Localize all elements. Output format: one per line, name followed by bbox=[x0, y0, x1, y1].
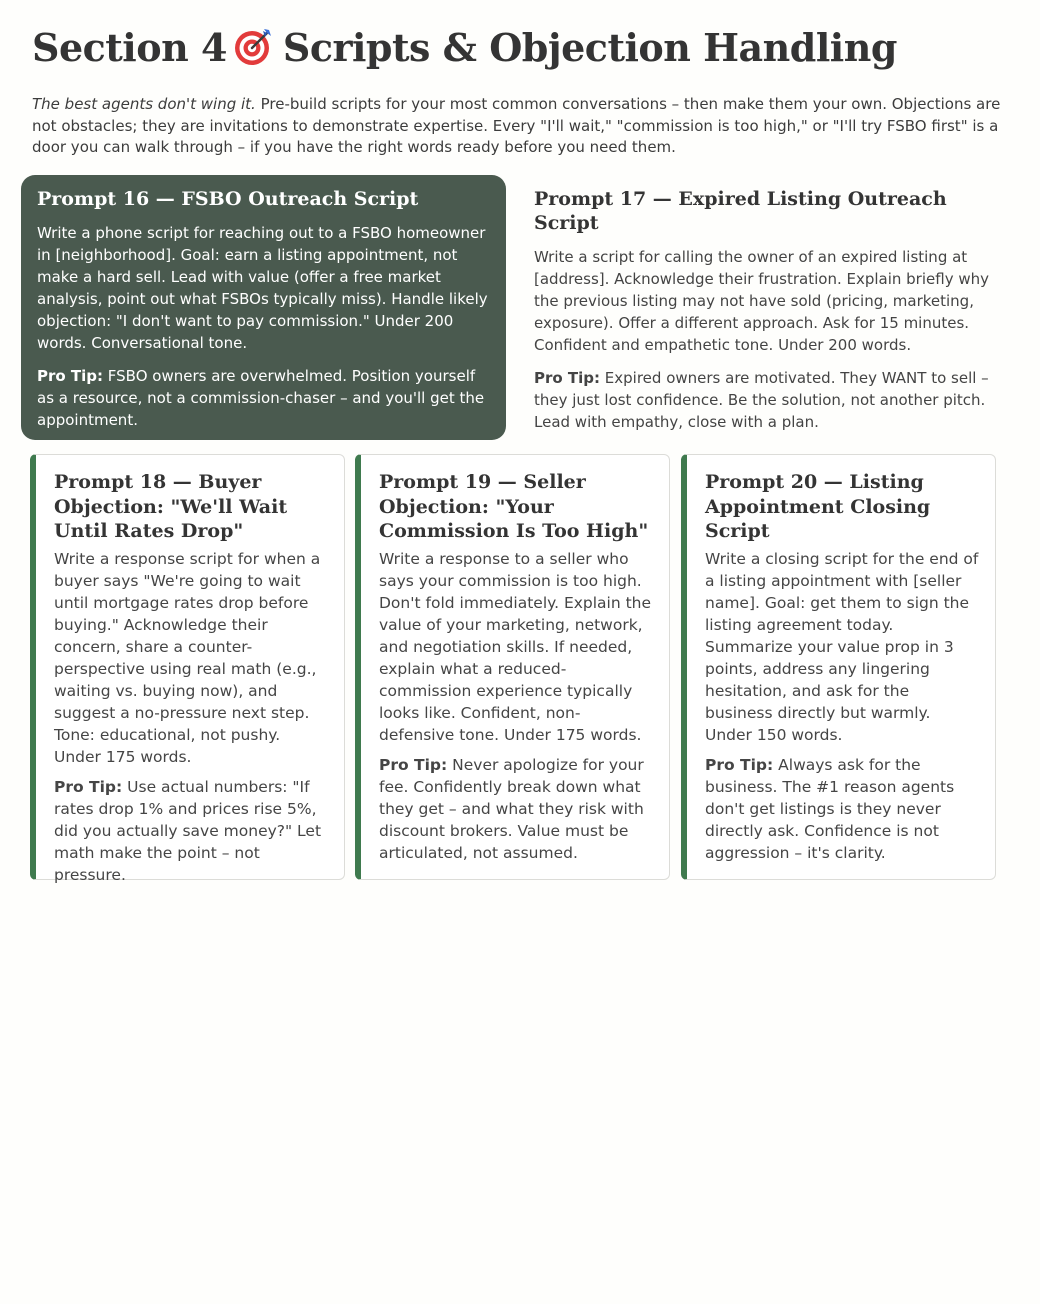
pro-tip-label: Pro Tip: bbox=[534, 369, 601, 387]
prompt-title: Prompt 18 — Buyer Objection: "We'll Wait Until Rates Drop" bbox=[54, 471, 288, 542]
prompt-body: Write a closing script for the end of a listing appointment with [seller name]. Goal: get them to sign the listing agreement today. Summarize your value prop in 3 points, address any lingering hesitation, and ask for the business directly but warmly. Under 150 words. bbox=[705, 549, 979, 744]
title-text: Scripts & Objection Handling bbox=[282, 25, 897, 70]
prompt-card-16 bbox=[21, 175, 506, 440]
prompt-body: Write a response script for when a buyer says "We're going to wait until mortgage rates drop before buying." Acknowledge their concern, share a counter-perspective using real math (e.g., waiting vs. buying now), and suggest a no-pressure next step. Tone: educational, not pushy. Under 175 words. bbox=[54, 549, 321, 766]
pro-tip-label: Pro Tip: bbox=[379, 755, 448, 774]
pro-tip bbox=[534, 367, 1004, 433]
prompt-card-17 bbox=[534, 175, 1004, 440]
prompt-body: Write a phone script for reaching out to a FSBO homeowner in [neighborhood]. Goal: earn a listing appointment, not make a hard sell. Lead with value (offer a free market analysis, point out what FSBOs typically miss). Handle likely objection: "I don't want to pay commission." Under 200 words. Conversational tone. bbox=[37, 224, 488, 352]
intro-paragraph bbox=[32, 94, 1007, 159]
pro-tip bbox=[54, 776, 330, 886]
title-section: Section 4 bbox=[32, 25, 227, 70]
pro-tip-text: Never apologize for your fee. Confidently break down what they get – and what they risk with discount brokers. Value must be articulated, not assumed. bbox=[379, 755, 644, 862]
pro-tip bbox=[705, 754, 981, 864]
pro-tip-text: Always ask for the business. The #1 reason agents don't get listings is they never directly ask. Confidence is not aggression – it's clarity. bbox=[705, 755, 955, 862]
prompt-title: Prompt 17 — Expired Listing Outreach Script bbox=[534, 188, 947, 234]
intro-body: Pre-build scripts for your most common conversations – then make them your own. Objections are not obstacles; they are invitations to demonstrate expertise. Every "I'll wait," "commission is too high," or "I'll try FSBO first" is a door you can walk through – if you have the right words ready before you need them. bbox=[32, 95, 1001, 156]
pro-tip-label: Pro Tip: bbox=[705, 755, 774, 774]
prompt-title: Prompt 20 — Listing Appointment Closing Script bbox=[705, 471, 931, 542]
pro-tip-text: FSBO owners are overwhelmed. Position yourself as a resource, not a commission-chaser – and you'll get the appointment. bbox=[37, 367, 485, 429]
pro-tip-label: Pro Tip: bbox=[37, 367, 104, 385]
prompt-card-20 bbox=[681, 454, 996, 880]
prompt-title: Prompt 19 — Seller Objection: "Your Commission Is Too High" bbox=[379, 471, 649, 542]
target-icon bbox=[233, 25, 275, 80]
prompt-body: Write a script for calling the owner of an expired listing at [address]. Acknowledge their frustration. Explain briefly why the previous listing may not have sold (pricing, marketing, exposure). Offer a different approach. Ask for 15 minutes. Confident and empathetic tone. Under 200 words. bbox=[534, 248, 989, 354]
prompt-card-18 bbox=[30, 454, 345, 884]
prompt-title: Prompt 16 — FSBO Outreach Script bbox=[37, 188, 419, 210]
prompt-card-19 bbox=[355, 454, 670, 880]
pro-tip-text: Use actual numbers: "If rates drop 1% and prices rise 5%, did you actually save money?" Let math make the point – not pressure. bbox=[54, 777, 322, 884]
prompt-body: Write a response to a seller who says your commission is too high. Don't fold immediately. Explain the value of your marketing, network, and negotiation skills. If needed, explain what a reduced-commission experience typically looks like. Confident, non-defensive tone. Under 175 words. bbox=[379, 549, 652, 744]
pro-tip-text: Expired owners are motivated. They WANT to sell – they just lost confidence. Be the solution, not another pitch. Lead with empathy, close with a plan. bbox=[534, 369, 989, 431]
page-title bbox=[32, 22, 1012, 80]
pro-tip bbox=[37, 365, 490, 431]
intro-lead: The best agents don't wing it. bbox=[32, 95, 256, 113]
pro-tip-label: Pro Tip: bbox=[54, 777, 123, 796]
pro-tip bbox=[379, 754, 655, 864]
